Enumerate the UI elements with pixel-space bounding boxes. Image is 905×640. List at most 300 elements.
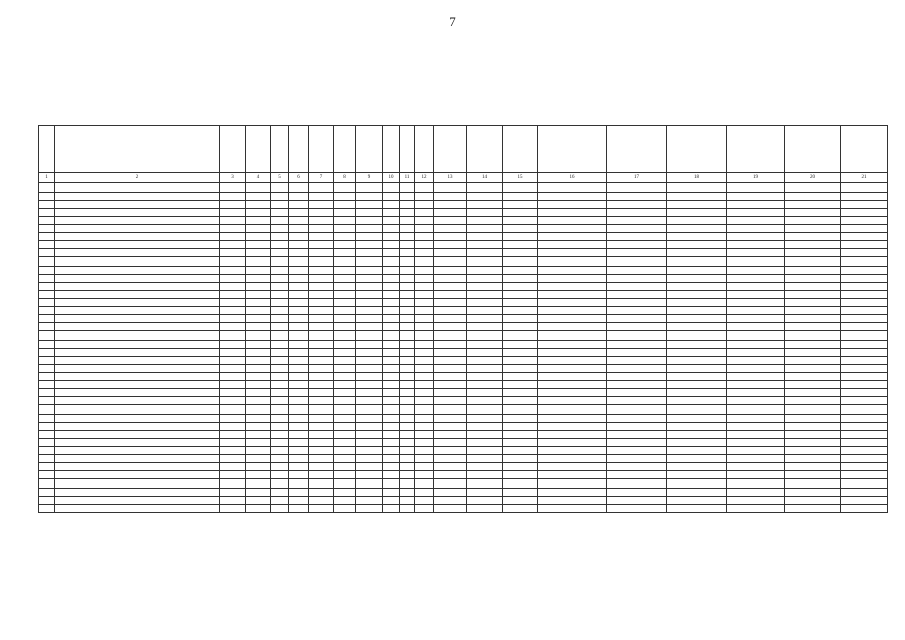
table-cell xyxy=(434,209,467,217)
table-cell xyxy=(727,323,785,331)
table-cell xyxy=(503,291,538,299)
table-cell xyxy=(727,389,785,397)
table-cell xyxy=(667,389,727,397)
table-cell xyxy=(503,241,538,249)
table-cell xyxy=(55,201,220,209)
table-cell xyxy=(503,275,538,283)
table-cell xyxy=(607,233,667,241)
table-cell xyxy=(309,479,334,489)
table-cell xyxy=(785,405,841,415)
table-cell xyxy=(538,349,607,357)
table-cell xyxy=(289,341,309,349)
table-cell xyxy=(356,397,383,405)
table-cell xyxy=(727,505,785,513)
table-cell xyxy=(415,365,434,373)
table-cell xyxy=(727,447,785,455)
table-cell xyxy=(785,331,841,341)
table-cell xyxy=(39,455,55,463)
table-cell xyxy=(503,415,538,423)
table-cell xyxy=(400,505,415,513)
table-cell xyxy=(220,233,246,241)
table-cell xyxy=(271,489,289,497)
table-cell xyxy=(220,193,246,201)
table-cell xyxy=(727,423,785,431)
table-cell xyxy=(246,357,271,365)
table-cell xyxy=(383,463,400,471)
table-cell xyxy=(667,447,727,455)
table-cell xyxy=(607,463,667,471)
table-cell xyxy=(785,397,841,405)
table-cell xyxy=(538,217,607,225)
table-cell xyxy=(538,447,607,455)
table-cell xyxy=(607,365,667,373)
table-cell xyxy=(356,225,383,233)
table-cell xyxy=(415,439,434,447)
table-cell xyxy=(434,307,467,315)
table-cell xyxy=(538,257,607,267)
table-cell xyxy=(289,479,309,489)
table-cell xyxy=(667,505,727,513)
table-cell xyxy=(415,209,434,217)
column-number: 2 xyxy=(55,173,220,183)
table-cell xyxy=(55,471,220,479)
table-cell xyxy=(400,201,415,209)
table-cell xyxy=(289,209,309,217)
table-cell xyxy=(55,439,220,447)
table-cell xyxy=(400,267,415,275)
table-cell xyxy=(727,439,785,447)
table-cell xyxy=(841,405,888,415)
table-cell xyxy=(271,505,289,513)
table-row xyxy=(39,225,888,233)
table-cell xyxy=(246,257,271,267)
table-cell xyxy=(467,241,503,249)
table-cell xyxy=(538,249,607,257)
table-cell xyxy=(356,423,383,431)
table-cell xyxy=(271,471,289,479)
table-cell xyxy=(220,341,246,349)
table-cell xyxy=(503,349,538,357)
table-cell xyxy=(415,183,434,193)
table-cell xyxy=(39,233,55,241)
table-cell xyxy=(503,183,538,193)
table-cell xyxy=(607,505,667,513)
table-cell xyxy=(467,365,503,373)
table-cell xyxy=(39,217,55,225)
table-cell xyxy=(271,291,289,299)
table-cell xyxy=(434,415,467,423)
table-cell xyxy=(309,307,334,315)
table-cell xyxy=(503,479,538,489)
table-cell xyxy=(383,233,400,241)
table-cell xyxy=(434,423,467,431)
table-cell xyxy=(356,431,383,439)
table-cell xyxy=(39,447,55,455)
table-cell xyxy=(55,267,220,275)
table-cell xyxy=(220,439,246,447)
table-cell xyxy=(785,415,841,423)
table-row xyxy=(39,365,888,373)
table-cell xyxy=(538,357,607,365)
table-cell xyxy=(727,331,785,341)
table-cell xyxy=(785,283,841,291)
table-cell xyxy=(538,423,607,431)
table-cell xyxy=(467,225,503,233)
table-cell xyxy=(289,283,309,291)
table-cell xyxy=(503,489,538,497)
table-cell xyxy=(841,299,888,307)
table-cell xyxy=(383,479,400,489)
table-cell xyxy=(383,315,400,323)
table-cell xyxy=(785,381,841,389)
table-cell xyxy=(246,233,271,241)
table-cell xyxy=(434,431,467,439)
table-cell xyxy=(607,489,667,497)
table-cell xyxy=(467,505,503,513)
table-cell xyxy=(667,193,727,201)
table-cell xyxy=(309,373,334,381)
table-cell xyxy=(220,217,246,225)
table-cell xyxy=(415,275,434,283)
table-cell xyxy=(55,431,220,439)
table-cell xyxy=(415,431,434,439)
table-cell xyxy=(400,241,415,249)
table-cell xyxy=(841,439,888,447)
table-cell xyxy=(356,331,383,341)
table-cell xyxy=(271,217,289,225)
table-cell xyxy=(400,249,415,257)
table-cell xyxy=(434,381,467,389)
table-cell xyxy=(246,423,271,431)
table-cell xyxy=(841,423,888,431)
table-cell xyxy=(289,357,309,365)
table-cell xyxy=(503,249,538,257)
table-cell xyxy=(785,225,841,233)
column-number: 10 xyxy=(383,173,400,183)
table-cell xyxy=(841,257,888,267)
table-cell xyxy=(415,479,434,489)
table-cell xyxy=(434,471,467,479)
table-cell xyxy=(727,257,785,267)
table-cell xyxy=(220,323,246,331)
table-cell xyxy=(434,257,467,267)
table-cell xyxy=(538,389,607,397)
table-header xyxy=(39,126,888,183)
table-cell xyxy=(415,267,434,275)
table-cell xyxy=(334,283,356,291)
table-cell xyxy=(309,381,334,389)
table-cell xyxy=(467,209,503,217)
table-cell xyxy=(246,331,271,341)
table-cell xyxy=(434,315,467,323)
table-cell xyxy=(785,201,841,209)
table-cell xyxy=(334,249,356,257)
table-row xyxy=(39,299,888,307)
table-cell xyxy=(538,489,607,497)
table-cell xyxy=(289,397,309,405)
table-cell xyxy=(289,471,309,479)
table-cell xyxy=(727,315,785,323)
table-cell xyxy=(415,341,434,349)
table-cell xyxy=(55,341,220,349)
table-cell xyxy=(434,389,467,397)
table-cell xyxy=(39,307,55,315)
table-cell xyxy=(667,217,727,225)
table-cell xyxy=(334,241,356,249)
column-number-row xyxy=(39,173,888,183)
table-cell xyxy=(467,373,503,381)
table-row xyxy=(39,479,888,489)
table-cell xyxy=(503,299,538,307)
table-cell xyxy=(400,283,415,291)
table-cell xyxy=(785,365,841,373)
table-cell xyxy=(607,349,667,357)
table-cell xyxy=(727,225,785,233)
table-cell xyxy=(667,479,727,489)
table-cell xyxy=(334,505,356,513)
table-cell xyxy=(309,241,334,249)
table-cell xyxy=(55,241,220,249)
table-cell xyxy=(289,315,309,323)
table-cell xyxy=(400,323,415,331)
table-cell xyxy=(503,373,538,381)
table-cell xyxy=(309,431,334,439)
table-cell xyxy=(334,225,356,233)
table-cell xyxy=(607,257,667,267)
table-cell xyxy=(271,241,289,249)
column-number: 13 xyxy=(434,173,467,183)
table-cell xyxy=(607,455,667,463)
table-cell xyxy=(220,431,246,439)
table-cell xyxy=(383,497,400,505)
column-number: 3 xyxy=(220,173,246,183)
table-cell xyxy=(667,373,727,381)
table-cell xyxy=(727,397,785,405)
table-cell xyxy=(39,423,55,431)
table-cell xyxy=(309,291,334,299)
table-cell xyxy=(39,389,55,397)
table-cell xyxy=(271,233,289,241)
table-cell xyxy=(503,315,538,323)
table-cell xyxy=(309,233,334,241)
table-cell xyxy=(39,349,55,357)
table-cell xyxy=(289,489,309,497)
table-cell xyxy=(271,267,289,275)
table-cell xyxy=(467,455,503,463)
table-cell xyxy=(246,283,271,291)
table-cell xyxy=(55,217,220,225)
table-cell xyxy=(727,463,785,471)
table-cell xyxy=(289,217,309,225)
table-cell xyxy=(220,357,246,365)
table-cell xyxy=(785,463,841,471)
table-cell xyxy=(271,323,289,331)
table-cell xyxy=(356,291,383,299)
table-cell xyxy=(289,331,309,341)
table-cell xyxy=(434,201,467,209)
table-cell xyxy=(434,357,467,365)
table-body xyxy=(39,183,888,513)
table-cell xyxy=(356,275,383,283)
table-cell xyxy=(383,397,400,405)
table-cell xyxy=(667,267,727,275)
table-cell xyxy=(538,455,607,463)
table-cell xyxy=(538,283,607,291)
table-cell xyxy=(334,193,356,201)
table-cell xyxy=(727,183,785,193)
table-cell xyxy=(383,201,400,209)
table-cell xyxy=(334,307,356,315)
table-cell xyxy=(246,365,271,373)
table-cell xyxy=(667,307,727,315)
column-number: 1 xyxy=(39,173,55,183)
table-cell xyxy=(334,381,356,389)
table-cell xyxy=(55,283,220,291)
table-cell xyxy=(785,183,841,193)
column-number: 6 xyxy=(289,173,309,183)
table-row xyxy=(39,357,888,365)
table-cell xyxy=(246,201,271,209)
table-cell xyxy=(467,497,503,505)
table-cell xyxy=(400,489,415,497)
table-cell xyxy=(503,201,538,209)
table-cell xyxy=(309,249,334,257)
table-cell xyxy=(334,217,356,225)
table-row xyxy=(39,405,888,415)
table-cell xyxy=(415,217,434,225)
table-cell xyxy=(538,307,607,315)
table-cell xyxy=(271,349,289,357)
table-cell xyxy=(289,267,309,275)
table-cell xyxy=(271,389,289,397)
table-cell xyxy=(607,283,667,291)
table-cell xyxy=(383,389,400,397)
table-cell xyxy=(467,257,503,267)
table-cell xyxy=(467,415,503,423)
table-row xyxy=(39,439,888,447)
table-cell xyxy=(538,183,607,193)
table-cell xyxy=(220,249,246,257)
table-cell xyxy=(289,249,309,257)
table-cell xyxy=(727,373,785,381)
table-cell xyxy=(289,389,309,397)
table-cell xyxy=(400,423,415,431)
table-cell xyxy=(503,423,538,431)
table-row xyxy=(39,233,888,241)
table-cell xyxy=(383,431,400,439)
table-cell xyxy=(220,505,246,513)
table-cell xyxy=(220,331,246,341)
table-cell xyxy=(467,423,503,431)
table-cell xyxy=(607,439,667,447)
table-row xyxy=(39,463,888,471)
table-cell xyxy=(727,349,785,357)
table-cell xyxy=(400,217,415,225)
table-cell xyxy=(309,267,334,275)
table-cell xyxy=(334,357,356,365)
table-cell xyxy=(538,497,607,505)
table-cell xyxy=(503,447,538,455)
table-cell xyxy=(55,365,220,373)
table-cell xyxy=(785,315,841,323)
table-cell xyxy=(289,439,309,447)
table-cell xyxy=(55,257,220,267)
table-cell xyxy=(503,357,538,365)
table-cell xyxy=(55,183,220,193)
table-cell xyxy=(503,431,538,439)
table-cell xyxy=(607,323,667,331)
table-cell xyxy=(383,283,400,291)
table-cell xyxy=(434,331,467,341)
table-cell xyxy=(785,291,841,299)
table-cell xyxy=(39,323,55,331)
table-cell xyxy=(727,405,785,415)
table-cell xyxy=(246,291,271,299)
table-cell xyxy=(271,397,289,405)
table-cell xyxy=(289,349,309,357)
table-cell xyxy=(727,275,785,283)
table-cell xyxy=(383,341,400,349)
table-cell xyxy=(383,415,400,423)
table-cell xyxy=(841,241,888,249)
table-cell xyxy=(503,505,538,513)
table-cell xyxy=(467,397,503,405)
table-cell xyxy=(383,489,400,497)
table-cell xyxy=(785,323,841,331)
table-cell xyxy=(538,233,607,241)
table-cell xyxy=(383,471,400,479)
table-cell xyxy=(55,455,220,463)
table-cell xyxy=(334,299,356,307)
table-cell xyxy=(785,497,841,505)
table-cell xyxy=(289,463,309,471)
table-cell xyxy=(289,505,309,513)
column-number: 19 xyxy=(727,173,785,183)
table-row xyxy=(39,349,888,357)
table-cell xyxy=(309,299,334,307)
table-cell xyxy=(39,471,55,479)
table-cell xyxy=(271,357,289,365)
table-cell xyxy=(309,489,334,497)
table-cell xyxy=(39,209,55,217)
table-cell xyxy=(667,249,727,257)
table-cell xyxy=(467,405,503,415)
table-cell xyxy=(246,397,271,405)
table-cell xyxy=(667,233,727,241)
table-cell xyxy=(400,315,415,323)
table-cell xyxy=(785,257,841,267)
table-cell xyxy=(39,341,55,349)
table-cell xyxy=(55,323,220,331)
table-cell xyxy=(246,241,271,249)
table-cell xyxy=(289,373,309,381)
table-cell xyxy=(467,479,503,489)
table-cell xyxy=(415,291,434,299)
table-cell xyxy=(667,463,727,471)
table-cell xyxy=(841,217,888,225)
table-cell xyxy=(39,249,55,257)
table-cell xyxy=(467,233,503,241)
table-cell xyxy=(271,341,289,349)
table-cell xyxy=(39,365,55,373)
table-cell xyxy=(39,331,55,341)
table-cell xyxy=(607,389,667,397)
table-cell xyxy=(503,365,538,373)
table-cell xyxy=(785,209,841,217)
table-cell xyxy=(434,275,467,283)
table-cell xyxy=(467,341,503,349)
table-cell xyxy=(271,225,289,233)
